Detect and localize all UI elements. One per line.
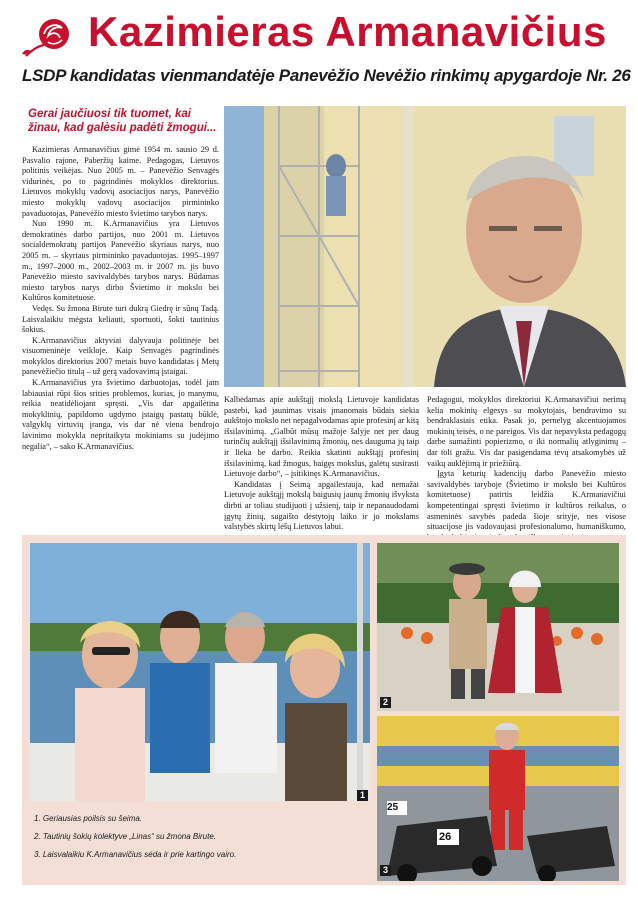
article-paragraph: Kandidatas į Seimą apgailestauja, kad nemažai Lietuvoje aukštąjį mokslą baigusių jaunų žmonių išvyksta dirbti ar toliau studijuoti į užsienį, taip ir nepanaudodami įgytų žinių, sugaišto dėstytojų laiko ir jo mokslams valstybės skirtų lėšų Lietuvos labui.: [224, 479, 419, 532]
photo-number-badge: 2: [380, 697, 391, 708]
pull-quote: Gerai jaučiuosi tik tuomet, kai žinau, kad galėsiu padėti žmogui...: [28, 108, 217, 134]
article-paragraph: Kalbėdamas apie aukštąjį mokslą Lietuvoje kandidatas pastebi, kad jaunimas visais įmanomais būdais siekia aukštojo mokslo net nepagalvodamas apie profesinį ar kitą išsilavinimą. „Galbūt mūsų mažoje šalyje net per daug turinčių aukštąjį išsilavinimą žmonių, nes dauguma jų taip ir lieka be darbo. Reikia skatinti aukštąjį profesinį išsilavinimą, kad žmogus, baigęs mokslus, galėtų susirasti Lietuvoje darbo“, – įsitikinęs K.Armanavičius.: [224, 395, 419, 479]
article-paragraph: Kazimieras Armanavičius gimė 1954 m. sausio 29 d. Pasvalio rajone, Paberžių kaime. Pedagogas, Lietuvos politinis veikėjas. Nuo 2005 m. – Panevėžio Senvagės vidurinės, po to pagrindinės mokyklos direktorius. Lietuvos mokyklų vadovų asociacijos narys, Panevėžio miesto mokyklų vadovų asociacijos pirmininko pavaduotojas, Panevėžio miesto švietimo tarybos narys.: [22, 145, 219, 218]
karting-photo: [377, 716, 619, 881]
portrait-photo: [224, 106, 626, 387]
page-subtitle: LSDP kandidatas vienmandatėje Panevėžio Nevėžio rinkimų apygardoje Nr. 26: [22, 66, 631, 85]
kart-number-25: 25: [387, 802, 399, 813]
photo-number-badge: 3: [380, 865, 391, 876]
article-paragraph: K.Armanavičius aktyviai dalyvauja politinėje bei visuomeninėje veikloje. Kaip Senvagės pagrindinės mokyklos direktorius 2007 metais buvo kandidatas į Metų panevėžiečio titulą – už gerą vadovavimą įstaigai.: [22, 335, 219, 377]
photo-number-badge: 1: [357, 790, 368, 801]
caption-1: 1. Geriausias poilsis su šeima.: [34, 814, 143, 823]
article-paragraph: K.Armanavičius yra švietimo darbuotojas, todėl jam labiausiai rūpi šios srities problemos, kurias, jo manymu, reikia neatidėliojant spręsti. „Vis dar apgailėtina mokyklinių, papildomo ugdymo įstaigų pastatų būklė, valgyklų virtuvių įranga, vis dar nė viena bendrojo lavinimo mokykla nepritaikyta mokiniams su judėjimo negalia“, – sako K.Armanavičius.: [22, 378, 219, 451]
photo-captions: [34, 814, 364, 868]
caption-3: 3. Laisvalaikiu K.Armanavičius sėda ir prie kartingo vairo.: [34, 850, 237, 859]
rose-logo-icon: [18, 12, 76, 64]
article-paragraph: Pedagogui, mokyklos direktoriui K.Armanavičiui nerimą kelia mokinių elgesys su mokytojais, bendravimo su bendraklasiais etika. Pasak jo, pernelyg akcentuojamos mokinių teisės, o ne pareigos. Vis dar nepavyksta pedagogų darbe sumažinti popierizmo, o iki normalių atlyginimų – dar toli gražu. Vis dar pasigendama tėvų atsakomybės už vaikų auklėjimą ir priežiūrą.: [427, 395, 626, 468]
folk-dance-photo: [377, 543, 619, 711]
article-paragraph: Įgyta keturių kadencijų darbo Panevėžio miesto savivaldybės taryboje (Švietimo ir mokslo bei Kultūros komitetuose) patirtis leidžia K.Armanavičiui kompetentingai spręsti švietimo ir kultūros reikalus, o asmeninės savybės padeda šioje srityje, nes visose situacijose jis vadovaujasi profesionalumo, humaniškumo,: [427, 469, 626, 532]
page-title: Kazimieras Armanavičius: [88, 8, 607, 55]
article-column-right: [427, 395, 626, 543]
article-paragraph: Vedęs. Su žmona Birute turi dukrą Giedrę ir sūnų Tadą. Laisvalaikiu mėgsta keliauti, sportuoti, šokti tautinius šokius.: [22, 303, 219, 335]
caption-2: 2. Tautinių šokių kolektyve „Linas“ su žmona Birute.: [34, 832, 217, 841]
kart-number-26: 26: [439, 831, 452, 843]
article-column-left: [22, 107, 219, 452]
family-boat-photo: [30, 543, 370, 801]
article-column-middle: [224, 395, 419, 533]
article-paragraph: Nuo 1990 m. K.Armanavičius yra Lietuvos demokratinės darbo partijos, nuo 2001 m. Lietuvos socialdemokratų partijos Panevėžio skyriaus narys, nuo 2005 m. – skyriaus pirmininko pavaduotojas. 1995–1997 m., 1997–2000 m., 2002–2003 m. ir 2007 m. jis buvo Panevėžio miesto savivaldybės tarybos narys. Būdamas miesto tarybos narys dirbo Švietimo ir mokslo bei Kultūros komitetuose.: [22, 219, 219, 303]
